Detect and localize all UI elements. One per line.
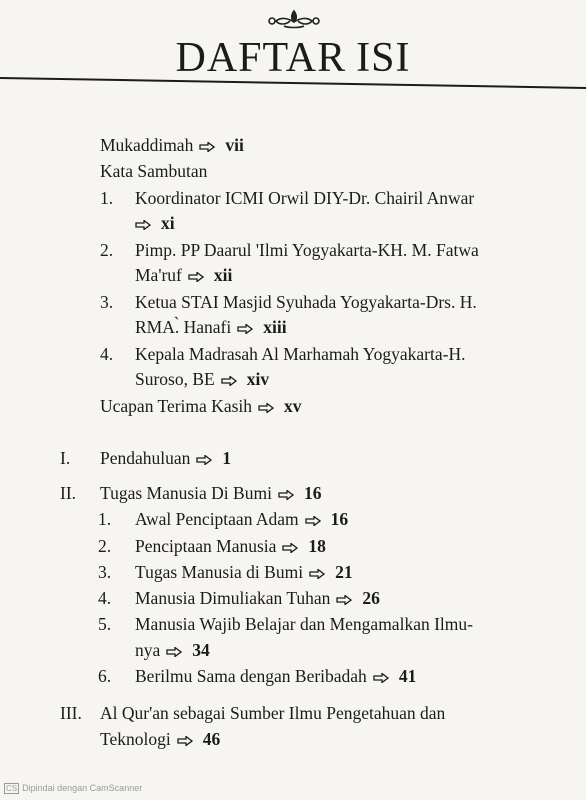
list-number: 6.	[98, 666, 112, 686]
arrow-right-icon	[336, 595, 352, 605]
chapter-number: III.	[60, 703, 82, 723]
toc-entry-sambutan-4[interactable]: Kepala Madrasah Al Marhamah Yogyakarta-H.	[135, 344, 466, 364]
list-number: 4.	[98, 588, 112, 608]
list-number: 3.	[98, 562, 112, 582]
list-number: 2.	[98, 536, 112, 556]
arrow-right-icon	[199, 142, 215, 152]
page-number: 26	[362, 588, 380, 608]
toc-entry-sambutan-2-cont: Ma'ruf xii	[135, 265, 233, 285]
toc-entry-2-5-cont: nya 34	[135, 640, 210, 660]
arrow-right-icon	[188, 272, 204, 282]
arrow-right-icon	[221, 376, 237, 386]
chapter-number: II.	[60, 483, 77, 503]
toc-entry-2-6[interactable]: Berilmu Sama dengan Beribadah 41	[135, 666, 417, 686]
arrow-right-icon	[135, 220, 151, 230]
toc-entry-2-4[interactable]: Manusia Dimuliakan Tuhan 26	[135, 588, 380, 608]
camscanner-badge: CS	[6, 784, 18, 793]
arrow-right-icon	[177, 736, 193, 746]
scanner-watermark	[4, 783, 142, 793]
page-number: 34	[192, 640, 210, 660]
list-number: 1.	[98, 509, 112, 529]
toc-entry-ucapan[interactable]: Ucapan Terima Kasih xv	[100, 396, 302, 416]
arrow-right-icon	[166, 647, 182, 657]
title-word-isi: ISI	[356, 35, 411, 81]
page-number: xii	[213, 265, 233, 285]
toc-heading-kata-sambutan: Kata Sambutan	[100, 161, 208, 181]
page-number: xiii	[263, 317, 287, 337]
toc-entry-sambutan-4-cont: Suroso, BE xiv	[135, 369, 270, 389]
page-number: 46	[202, 729, 221, 749]
arrow-right-icon	[309, 569, 325, 579]
page-number: 41	[398, 666, 417, 686]
toc-entry-sambutan-1-page	[135, 213, 175, 234]
list-number: 2.	[100, 240, 114, 260]
toc-entry-2-1[interactable]: Awal Penciptaan Adam 16	[135, 509, 349, 529]
page-number: xv	[284, 396, 302, 416]
toc-entry-chapter-3-cont: Teknologi 46	[100, 729, 221, 749]
arrow-right-icon	[373, 673, 389, 683]
arrow-right-icon	[305, 516, 321, 526]
toc-entry-chapter-3[interactable]: Al Qur'an sebagai Sumber Ilmu Pengetahuan dan	[100, 703, 446, 723]
toc-entry-chapter-1[interactable]: Pendahuluan 1	[100, 448, 232, 468]
page-number: 21	[335, 562, 353, 582]
page-number: xi	[161, 213, 175, 233]
toc-entry-2-5[interactable]: Manusia Wajib Belajar dan Mengamalkan Ilmu-	[135, 614, 473, 634]
page-number: 18	[308, 536, 326, 556]
watermark-text: Dipindai dengan CamScanner	[22, 783, 143, 793]
toc-entry-sambutan-3[interactable]: Ketua STAI Masjid Syuhada Yogyakarta-Drs. H.	[135, 292, 477, 312]
title-word-daftar: DAFTAR	[175, 35, 347, 81]
arrow-right-icon	[258, 403, 274, 413]
chapter-number: I.	[60, 448, 71, 468]
list-number: 3.	[100, 292, 114, 312]
page-number: xiv	[246, 369, 270, 389]
toc-entry-sambutan-1[interactable]: Koordinator ICMI Orwil DIY-Dr. Chairil Anwar	[135, 188, 475, 208]
toc-entry-mukaddimah[interactable]: Mukaddimah vii	[100, 135, 244, 155]
page-number: 16	[330, 509, 349, 529]
toc-entry-2-3[interactable]: Tugas Manusia di Bumi 21	[135, 562, 353, 582]
list-number: 4.	[100, 344, 114, 364]
toc-entry-sambutan-3-cont: RMA.̀ Hanafi xiii	[135, 317, 287, 337]
page-number: vii	[225, 135, 244, 155]
toc-entry-2-2[interactable]: Penciptaan Manusia 18	[135, 536, 326, 556]
toc-entry-chapter-2[interactable]: Tugas Manusia Di Bumi 16	[100, 483, 322, 503]
toc-entry-sambutan-2[interactable]: Pimp. PP Daarul 'Ilmi Yogyakarta-KH. M. Fatwa	[135, 240, 479, 260]
arrow-right-icon	[278, 490, 294, 500]
page-number: 1	[222, 448, 232, 468]
list-number: 1.	[100, 188, 114, 208]
list-number: 5.	[98, 614, 112, 634]
page-number: 16	[303, 483, 322, 503]
arrow-right-icon	[196, 455, 212, 465]
arrow-right-icon	[282, 543, 298, 553]
arrow-right-icon	[237, 324, 253, 334]
